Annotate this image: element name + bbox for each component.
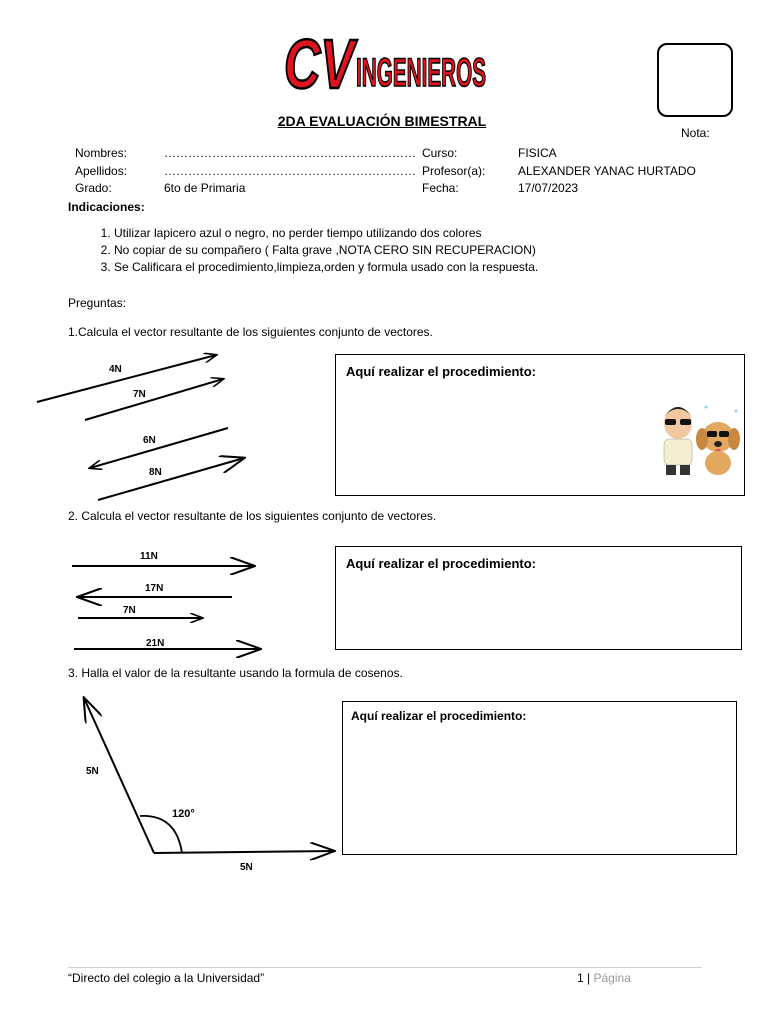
logo-main-text: CV — [284, 25, 358, 103]
vector-label: 11N — [140, 551, 158, 562]
grade-label: Nota: — [681, 126, 710, 140]
vector-4n — [37, 355, 216, 402]
preguntas-label: Preguntas: — [68, 296, 127, 310]
vector-label: 6N — [143, 435, 156, 446]
page-number: 1 — [577, 971, 584, 985]
instruction-item: 3. Se Calificara el procedimiento,limpieza,orden y formula usado con la respuesta. — [114, 260, 538, 274]
instruction-item: 2. No copiar de su compañero ( Falta grave ,NOTA CERO SIN RECUPERACION) — [114, 243, 538, 257]
answer-box-2[interactable] — [335, 546, 742, 650]
answer-box-1[interactable] — [335, 354, 745, 496]
vector-label: 7N — [133, 389, 146, 400]
vector-label: 21N — [146, 638, 165, 649]
question-3-vectors — [60, 690, 350, 880]
profesor-label: Profesor(a): — [422, 164, 486, 178]
question-2-text: 2. Calcula el vector resultante de los siguientes conjunto de vectores. — [68, 509, 437, 523]
question-1-text: 1.Calcula el vector resultante de los siguientes conjunto de vectores. — [68, 325, 433, 339]
vector-label: 8N — [149, 467, 162, 478]
vector-label: 17N — [145, 583, 164, 594]
vector-label: 5N — [86, 766, 99, 777]
page-indicator — [577, 971, 631, 985]
school-logo — [282, 25, 492, 103]
vector-label: 7N — [123, 605, 136, 616]
answer-box-3[interactable] — [342, 701, 737, 855]
instructions-list — [70, 226, 538, 277]
instruction-item: 1. Utilizar lapicero azul o negro, no perder tiempo utilizando dos colores — [114, 226, 538, 240]
question-1-vectors — [30, 348, 290, 508]
curso-value: FISICA — [518, 146, 557, 160]
logo-sub-text: INGENIEROS — [356, 51, 486, 95]
grade-box[interactable] — [657, 43, 733, 117]
footer-motto: “Directo del colegio a la Universidad” — [68, 971, 265, 985]
vector-7n — [85, 379, 223, 420]
page-word: Página — [593, 971, 631, 985]
nombres-label: Nombres: — [75, 146, 128, 160]
page-title-text: 2DA EVALUACIÓN BIMESTRAL — [277, 113, 487, 129]
indicaciones-heading: Indicaciones: — [68, 200, 145, 214]
profesor-value: ALEXANDER YANAC HURTADO — [518, 164, 696, 178]
apellidos-field[interactable]: ……………………………………………………… — [164, 164, 416, 178]
teacher-dog-illustration — [656, 397, 744, 477]
vector-8n — [98, 458, 244, 500]
nombres-field[interactable]: ……………………………………………………… — [164, 146, 416, 160]
vector-label: 5N — [240, 862, 253, 873]
apellidos-label: Apellidos: — [75, 164, 128, 178]
angle-label: 120° — [172, 808, 195, 820]
page-title — [0, 113, 768, 129]
question-3-text: 3. Halla el valor de la resultante usando la formula de cosenos. — [68, 666, 403, 680]
curso-label: Curso: — [422, 146, 458, 160]
answer-box-title: Aquí realizar el procedimiento: — [346, 556, 536, 571]
page-separator: | — [587, 971, 591, 985]
footer-divider — [68, 967, 702, 968]
answer-box-title: Aquí realizar el procedimiento: — [346, 364, 536, 379]
vector-label: 4N — [109, 364, 122, 375]
fecha-label: Fecha: — [422, 181, 459, 195]
vector-6n — [90, 428, 228, 468]
answer-box-title: Aquí realizar el procedimiento: — [351, 709, 527, 723]
question-2-vectors — [68, 545, 268, 655]
grado-value: 6to de Primaria — [164, 181, 246, 195]
fecha-value: 17/07/2023 — [518, 181, 579, 195]
grado-label: Grado: — [75, 181, 112, 195]
